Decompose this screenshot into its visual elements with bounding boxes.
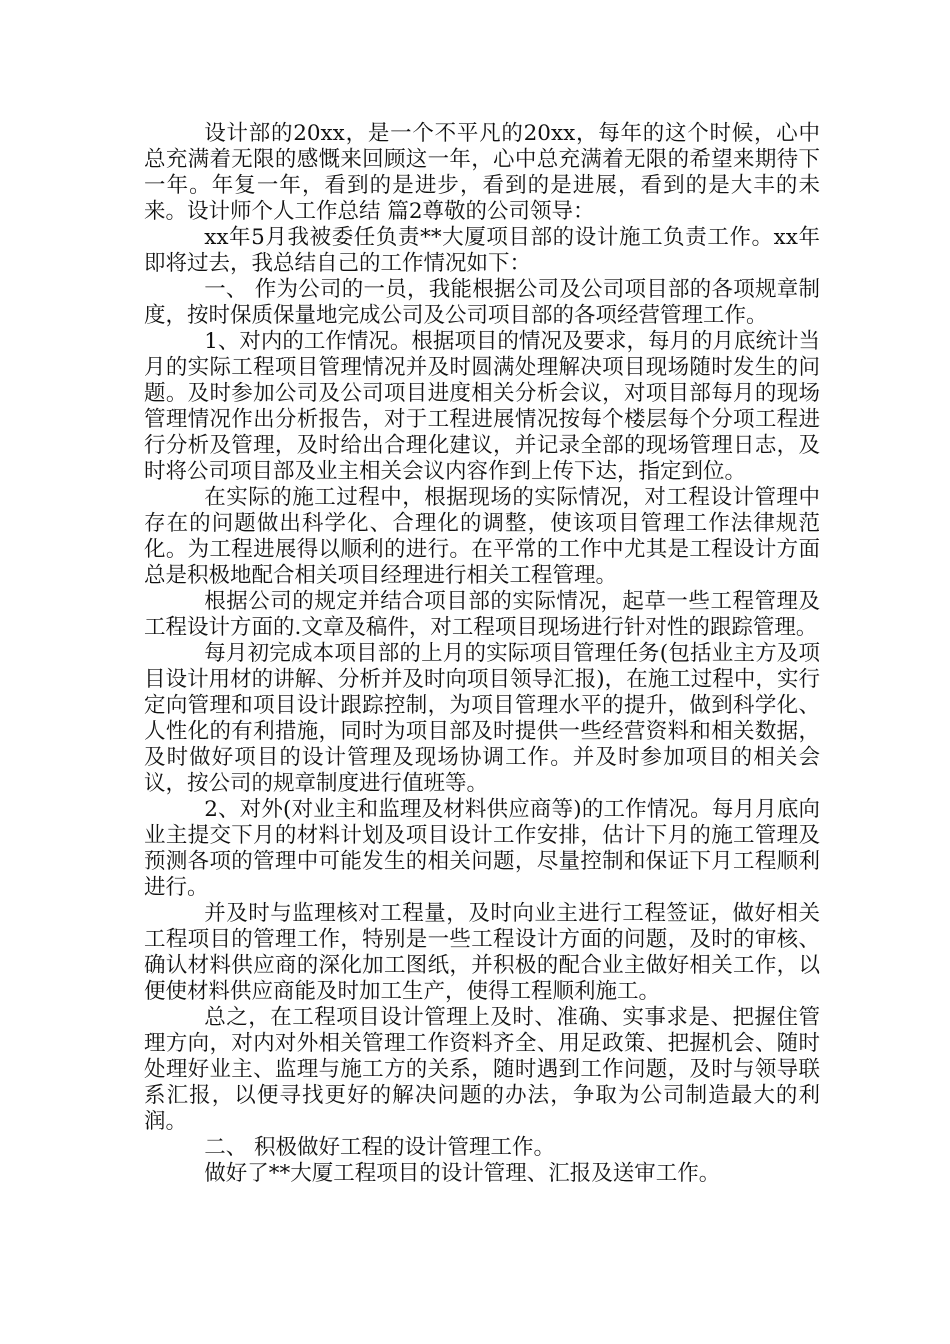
- paragraph-12: 做好了**大厦工程项目的设计管理、汇报及送审工作。: [204, 1161, 721, 1186]
- paragraph-10: 总之，在工程项目设计管理上及时、准确、实事求是、把握住管理方向，对内对外相关管理工作资料齐全、用足政策、把握机会、随时处理好业主、监理与施工方的关系，随时遇到工作问题，及时与领导联系汇报，以便寻找更好的解决问题的办法，争取为公司制造最大的利润。: [144, 1005, 820, 1134]
- paragraph-7: 每月初完成本项目部的上月的实际项目管理任务(包括业主方及项目设计用材的讲解、分析并及时向项目领导汇报)，在施工过程中，实行定向管理和项目设计跟踪控制，为项目管理水平的提升，做到科学化、人性化的有利措施，同时为项目部及时提供一些经营资料和相关数据，及时做好项目的设计管理及现场协调工作。并及时参加项目的相关会议，按公司的规章制度进行值班等。: [144, 641, 820, 796]
- paragraph-8: 2、对外(对业主和监理及材料供应商等)的工作情况。每月月底向业主提交下月的材料计划及项目设计工作安排，估计下月的施工管理及预测各项的管理中可能发生的相关问题，尽量控制和保证下月工程顺利进行。: [144, 797, 820, 900]
- paragraph-5: 在实际的施工过程中，根据现场的实际情况，对工程设计管理中存在的问题做出科学化、合理化的调整，使该项目管理工作法律规范化。为工程进展得以顺利的进行。在平常的工作中尤其是工程设计方面总是积极地配合相关项目经理进行相关工程管理。: [144, 485, 820, 588]
- paragraph-2: xx年5月我被委任负责**大厦项目部的设计施工负责工作。xx年即将过去，我总结自己的工作情况如下：: [144, 225, 820, 276]
- paragraph-9: 并及时与监理核对工程量，及时向业主进行工程签证，做好相关工程项目的管理工作，特别是一些工程设计方面的问题，及时的审核、确认材料供应商的深化加工图纸，并积极的配合业主做好相关工作，以便使材料供应商能及时加工生产，使得工程顺利施工。: [144, 901, 820, 1004]
- paragraph-11: 二、 积极做好工程的设计管理工作。: [204, 1135, 556, 1160]
- paragraph-6: 根据公司的规定并结合项目部的实际情况，起草一些工程管理及工程设计方面的.文章及稿件，对工程项目现场进行针对性的跟踪管理。: [144, 589, 820, 640]
- paragraph-3: 一、 作为公司的一员，我能根据公司及公司项目部的各项规章制度，按时保质保量地完成公司及公司项目部的各项经营管理工作。: [144, 277, 820, 328]
- document-body: [144, 121, 820, 1187]
- paragraph-4: 1、对内的工作情况。根据项目的情况及要求，每月的月底统计当月的实际工程项目管理情况并及时圆满处理解决项目现场随时发生的问题。及时参加公司及公司项目进度相关分析会议，对项目部每月的现场管理情况作出分析报告，对于工程进展情况按每个楼层每个分项工程进行分析及管理，及时给出合理化建议，并记录全部的现场管理日志，及时将公司项目部及业主相关会议内容作到上传下达，指定到位。: [144, 329, 820, 484]
- paragraph-1: 设计部的20xx，是一个不平凡的20xx，每年的这个时候，心中总充满着无限的感慨来回顾这一年，心中总充满着无限的希望来期待下一年。年复一年，看到的是进步，看到的是进展，看到的是大丰的未来。设计师个人工作总结 篇2尊敬的公司领导：: [144, 121, 820, 224]
